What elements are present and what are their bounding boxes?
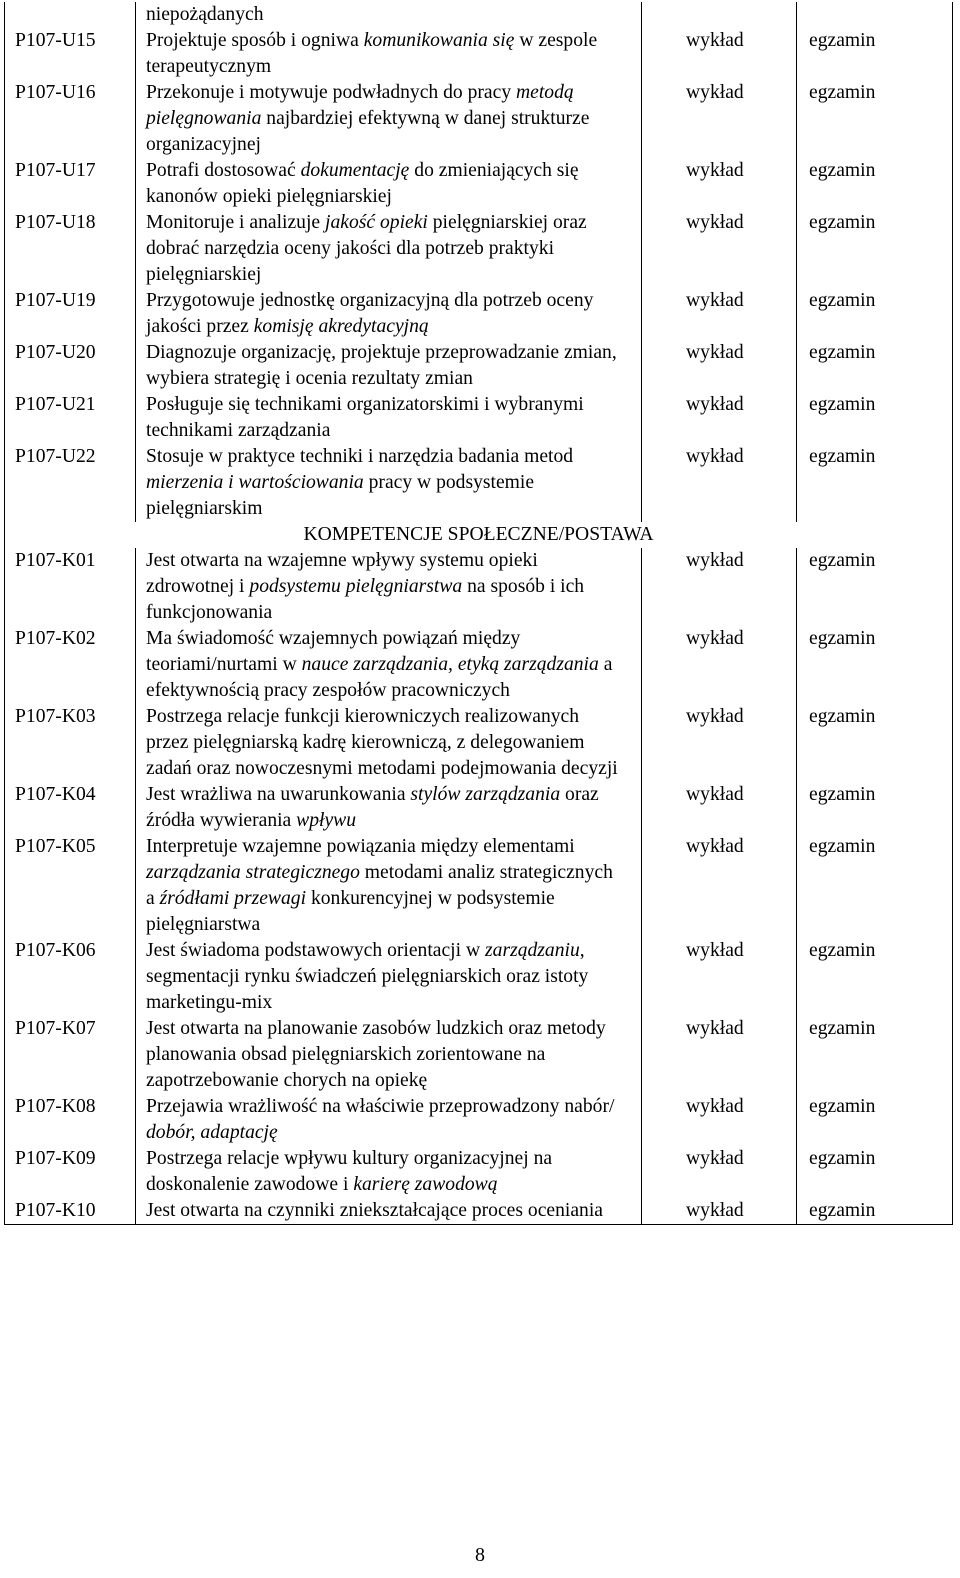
verification-method: egzamin bbox=[797, 158, 953, 210]
teaching-form: wykład bbox=[642, 1094, 797, 1146]
outcome-description bbox=[136, 1094, 642, 1146]
outcome-code: P107-U20 bbox=[5, 340, 136, 392]
outcome-code: P107-U17 bbox=[5, 158, 136, 210]
outcome-description bbox=[136, 938, 642, 1016]
section-row bbox=[5, 522, 953, 548]
description-text: Jest otwarta na planowanie zasobów ludzkich oraz metody planowania obsad pielęgniarskich zorientowane na zapotrzebowanie chorych na opiekę bbox=[146, 1018, 606, 1091]
outcome-description bbox=[136, 782, 642, 834]
outcome-description bbox=[136, 444, 642, 522]
description-term: stylów zarządzania bbox=[410, 784, 561, 805]
description-term: jakość opieki bbox=[325, 212, 428, 233]
description-text: Interpretuje wzajemne powiązania między elementami bbox=[146, 836, 575, 857]
outcome-description bbox=[136, 1016, 642, 1094]
description-text: pielęgniarskiej oraz dobrać narzędzia oceny jakości dla potrzeb praktyki pielęgniarskiej bbox=[146, 212, 587, 285]
outcome-description bbox=[136, 340, 642, 392]
verification-method: egzamin bbox=[797, 288, 953, 340]
description-term: zarządzania strategicznego bbox=[146, 862, 360, 883]
verification-method: egzamin bbox=[797, 340, 953, 392]
description-text: Diagnozuje organizację, projektuje przeprowadzanie zmian, wybiera strategię i ocenia rezultaty zmian bbox=[146, 342, 617, 389]
table-row bbox=[5, 28, 953, 80]
teaching-form: wykład bbox=[642, 626, 797, 704]
teaching-form: wykład bbox=[642, 1146, 797, 1198]
description-term: nauce zarządzania, etyką zarządzania bbox=[301, 654, 599, 675]
outcome-description bbox=[136, 288, 642, 340]
table-row bbox=[5, 1198, 953, 1225]
teaching-form: wykład bbox=[642, 834, 797, 938]
table-row bbox=[5, 1094, 953, 1146]
outcome-code: P107-K06 bbox=[5, 938, 136, 1016]
description-text: Stosuje w praktyce techniki i narzędzia badania metod bbox=[146, 446, 574, 467]
description-text: Przygotowuje jednostkę organizacyjną dla potrzeb oceny jakości przez bbox=[146, 290, 594, 337]
description-text: Postrzega relacje wpływu kultury organizacyjnej na doskonalenie zawodowe i bbox=[146, 1148, 553, 1195]
table-row bbox=[5, 288, 953, 340]
outcome-code: P107-U21 bbox=[5, 392, 136, 444]
table-row bbox=[5, 1016, 953, 1094]
verification-method: egzamin bbox=[797, 1016, 953, 1094]
method-cell bbox=[797, 2, 953, 28]
table-row bbox=[5, 548, 953, 626]
description-text: a efektywnością pracy zespołów pracowniczych bbox=[146, 654, 613, 701]
teaching-form: wykład bbox=[642, 340, 797, 392]
teaching-form: wykład bbox=[642, 392, 797, 444]
learning-outcomes-table bbox=[4, 2, 953, 1225]
section-heading: KOMPETENCJE SPOŁECZNE/POSTAWA bbox=[5, 522, 953, 548]
description-text: metodami analiz strategicznych a bbox=[146, 862, 613, 909]
table-row bbox=[5, 1146, 953, 1198]
table-row bbox=[5, 444, 953, 522]
table-row bbox=[5, 782, 953, 834]
outcome-description bbox=[136, 704, 642, 782]
verification-method: egzamin bbox=[797, 80, 953, 158]
outcome-description bbox=[136, 834, 642, 938]
description-term: wpływu bbox=[296, 810, 357, 831]
verification-method: egzamin bbox=[797, 626, 953, 704]
teaching-form: wykład bbox=[642, 782, 797, 834]
verification-method: egzamin bbox=[797, 704, 953, 782]
outcome-description bbox=[136, 626, 642, 704]
description-text: Jest otwarta na wzajemne wpływy systemu opieki zdrowotnej i bbox=[146, 550, 538, 597]
outcome-description bbox=[136, 80, 642, 158]
outcome-code: P107-K10 bbox=[5, 1198, 136, 1225]
outcome-description bbox=[136, 392, 642, 444]
description-term: komunikowania się bbox=[363, 30, 515, 51]
outcome-code: P107-K02 bbox=[5, 626, 136, 704]
page-number: 8 bbox=[475, 1544, 485, 1566]
description-text: Jest otwarta na czynniki zniekształcające proces oceniania bbox=[146, 1200, 603, 1221]
table-row bbox=[5, 938, 953, 1016]
description-text: Jest świadoma podstawowych orientacji w bbox=[146, 940, 486, 961]
verification-method: egzamin bbox=[797, 782, 953, 834]
description-cell: niepożądanych bbox=[136, 2, 642, 28]
table-row bbox=[5, 704, 953, 782]
outcome-description bbox=[136, 210, 642, 288]
outcome-description bbox=[136, 1198, 642, 1225]
outcome-code: P107-K08 bbox=[5, 1094, 136, 1146]
verification-method: egzamin bbox=[797, 392, 953, 444]
teaching-form: wykład bbox=[642, 1198, 797, 1225]
outcome-description bbox=[136, 158, 642, 210]
table-row bbox=[5, 392, 953, 444]
outcome-code: P107-U22 bbox=[5, 444, 136, 522]
description-text: Monitoruje i analizuje bbox=[146, 212, 326, 233]
description-text: na sposób i ich funkcjonowania bbox=[146, 576, 585, 623]
outcome-code: P107-K01 bbox=[5, 548, 136, 626]
outcome-code: P107-U19 bbox=[5, 288, 136, 340]
teaching-form: wykład bbox=[642, 80, 797, 158]
teaching-form: wykład bbox=[642, 704, 797, 782]
description-text: Postrzega relacje funkcji kierowniczych realizowanych przez pielęgniarską kadrę kierowniczą, z delegowaniem zadań oraz nowoczesnymi metodami podejmowania decyzji bbox=[146, 706, 618, 779]
description-text: , segmentacji rynku świadczeń pielęgniarskich oraz istoty marketingu-mix bbox=[146, 940, 589, 1013]
description-term: zarządzaniu bbox=[485, 940, 580, 961]
teaching-form: wykład bbox=[642, 1016, 797, 1094]
description-text: pracy w podsystemie pielęgniarskim bbox=[146, 472, 535, 519]
teaching-form: wykład bbox=[642, 548, 797, 626]
table-row bbox=[5, 834, 953, 938]
outcome-code: P107-U16 bbox=[5, 80, 136, 158]
description-text: Jest wrażliwa na uwarunkowania bbox=[146, 784, 411, 805]
verification-method: egzamin bbox=[797, 1094, 953, 1146]
description-term: podsystemu pielęgniarstwa bbox=[249, 576, 463, 597]
teaching-form: wykład bbox=[642, 938, 797, 1016]
table-row bbox=[5, 626, 953, 704]
description-text: Potrafi dostosować bbox=[146, 160, 301, 181]
verification-method: egzamin bbox=[797, 548, 953, 626]
description-term: komisję akredytacyjną bbox=[253, 316, 429, 337]
table-row bbox=[5, 80, 953, 158]
verification-method: egzamin bbox=[797, 1198, 953, 1225]
teaching-form: wykład bbox=[642, 288, 797, 340]
outcome-code: P107-K05 bbox=[5, 834, 136, 938]
description-text: Projektuje sposób i ogniwa bbox=[146, 30, 364, 51]
outcome-code: P107-K04 bbox=[5, 782, 136, 834]
outcome-code: P107-K03 bbox=[5, 704, 136, 782]
verification-method: egzamin bbox=[797, 1146, 953, 1198]
teaching-form: wykład bbox=[642, 28, 797, 80]
outcome-description bbox=[136, 1146, 642, 1198]
outcome-code: P107-K07 bbox=[5, 1016, 136, 1094]
verification-method: egzamin bbox=[797, 444, 953, 522]
description-term: dobór, adaptację bbox=[146, 1122, 278, 1143]
verification-method: egzamin bbox=[797, 210, 953, 288]
description-text: do zmieniających się kanonów opieki pielęgniarskiej bbox=[146, 160, 579, 207]
teaching-form: wykład bbox=[642, 210, 797, 288]
verification-method: egzamin bbox=[797, 938, 953, 1016]
description-term: metodą pielęgnowania bbox=[146, 82, 574, 129]
outcome-code: P107-K09 bbox=[5, 1146, 136, 1198]
outcome-description bbox=[136, 28, 642, 80]
table-row bbox=[5, 210, 953, 288]
table-row-continuation bbox=[5, 2, 953, 28]
outcome-code: P107-U15 bbox=[5, 28, 136, 80]
description-text: oraz źródła wywierania bbox=[146, 784, 599, 831]
verification-method: egzamin bbox=[797, 28, 953, 80]
description-term: źródłami przewagi bbox=[159, 888, 307, 909]
description-term: mierzenia i wartościowania bbox=[146, 472, 364, 493]
description-text: Przejawia wrażliwość na właściwie przeprowadzony nabór/ bbox=[146, 1096, 615, 1117]
teaching-form: wykład bbox=[642, 158, 797, 210]
description-text: Posługuje się technikami organizatorskimi i wybranymi technikami zarządzania bbox=[146, 394, 584, 441]
verification-method: egzamin bbox=[797, 834, 953, 938]
description-term: dokumentację bbox=[300, 160, 410, 181]
description-text: Przekonuje i motywuje podwładnych do pracy bbox=[146, 82, 517, 103]
description-term: karierę zawodową bbox=[353, 1174, 498, 1195]
code-cell bbox=[5, 2, 136, 28]
form-cell bbox=[642, 2, 797, 28]
description-text: Ma świadomość wzajemnych powiązań między teoriami/nurtami w bbox=[146, 628, 521, 675]
table-row bbox=[5, 158, 953, 210]
table-row bbox=[5, 340, 953, 392]
teaching-form: wykład bbox=[642, 444, 797, 522]
description-text: w zespole terapeutycznym bbox=[146, 30, 598, 77]
description-text: konkurencyjnej w podsystemie pielęgniarstwa bbox=[146, 888, 555, 935]
description-text: najbardziej efektywną w danej strukturze organizacyjnej bbox=[146, 108, 590, 155]
outcome-code: P107-U18 bbox=[5, 210, 136, 288]
outcome-description bbox=[136, 548, 642, 626]
